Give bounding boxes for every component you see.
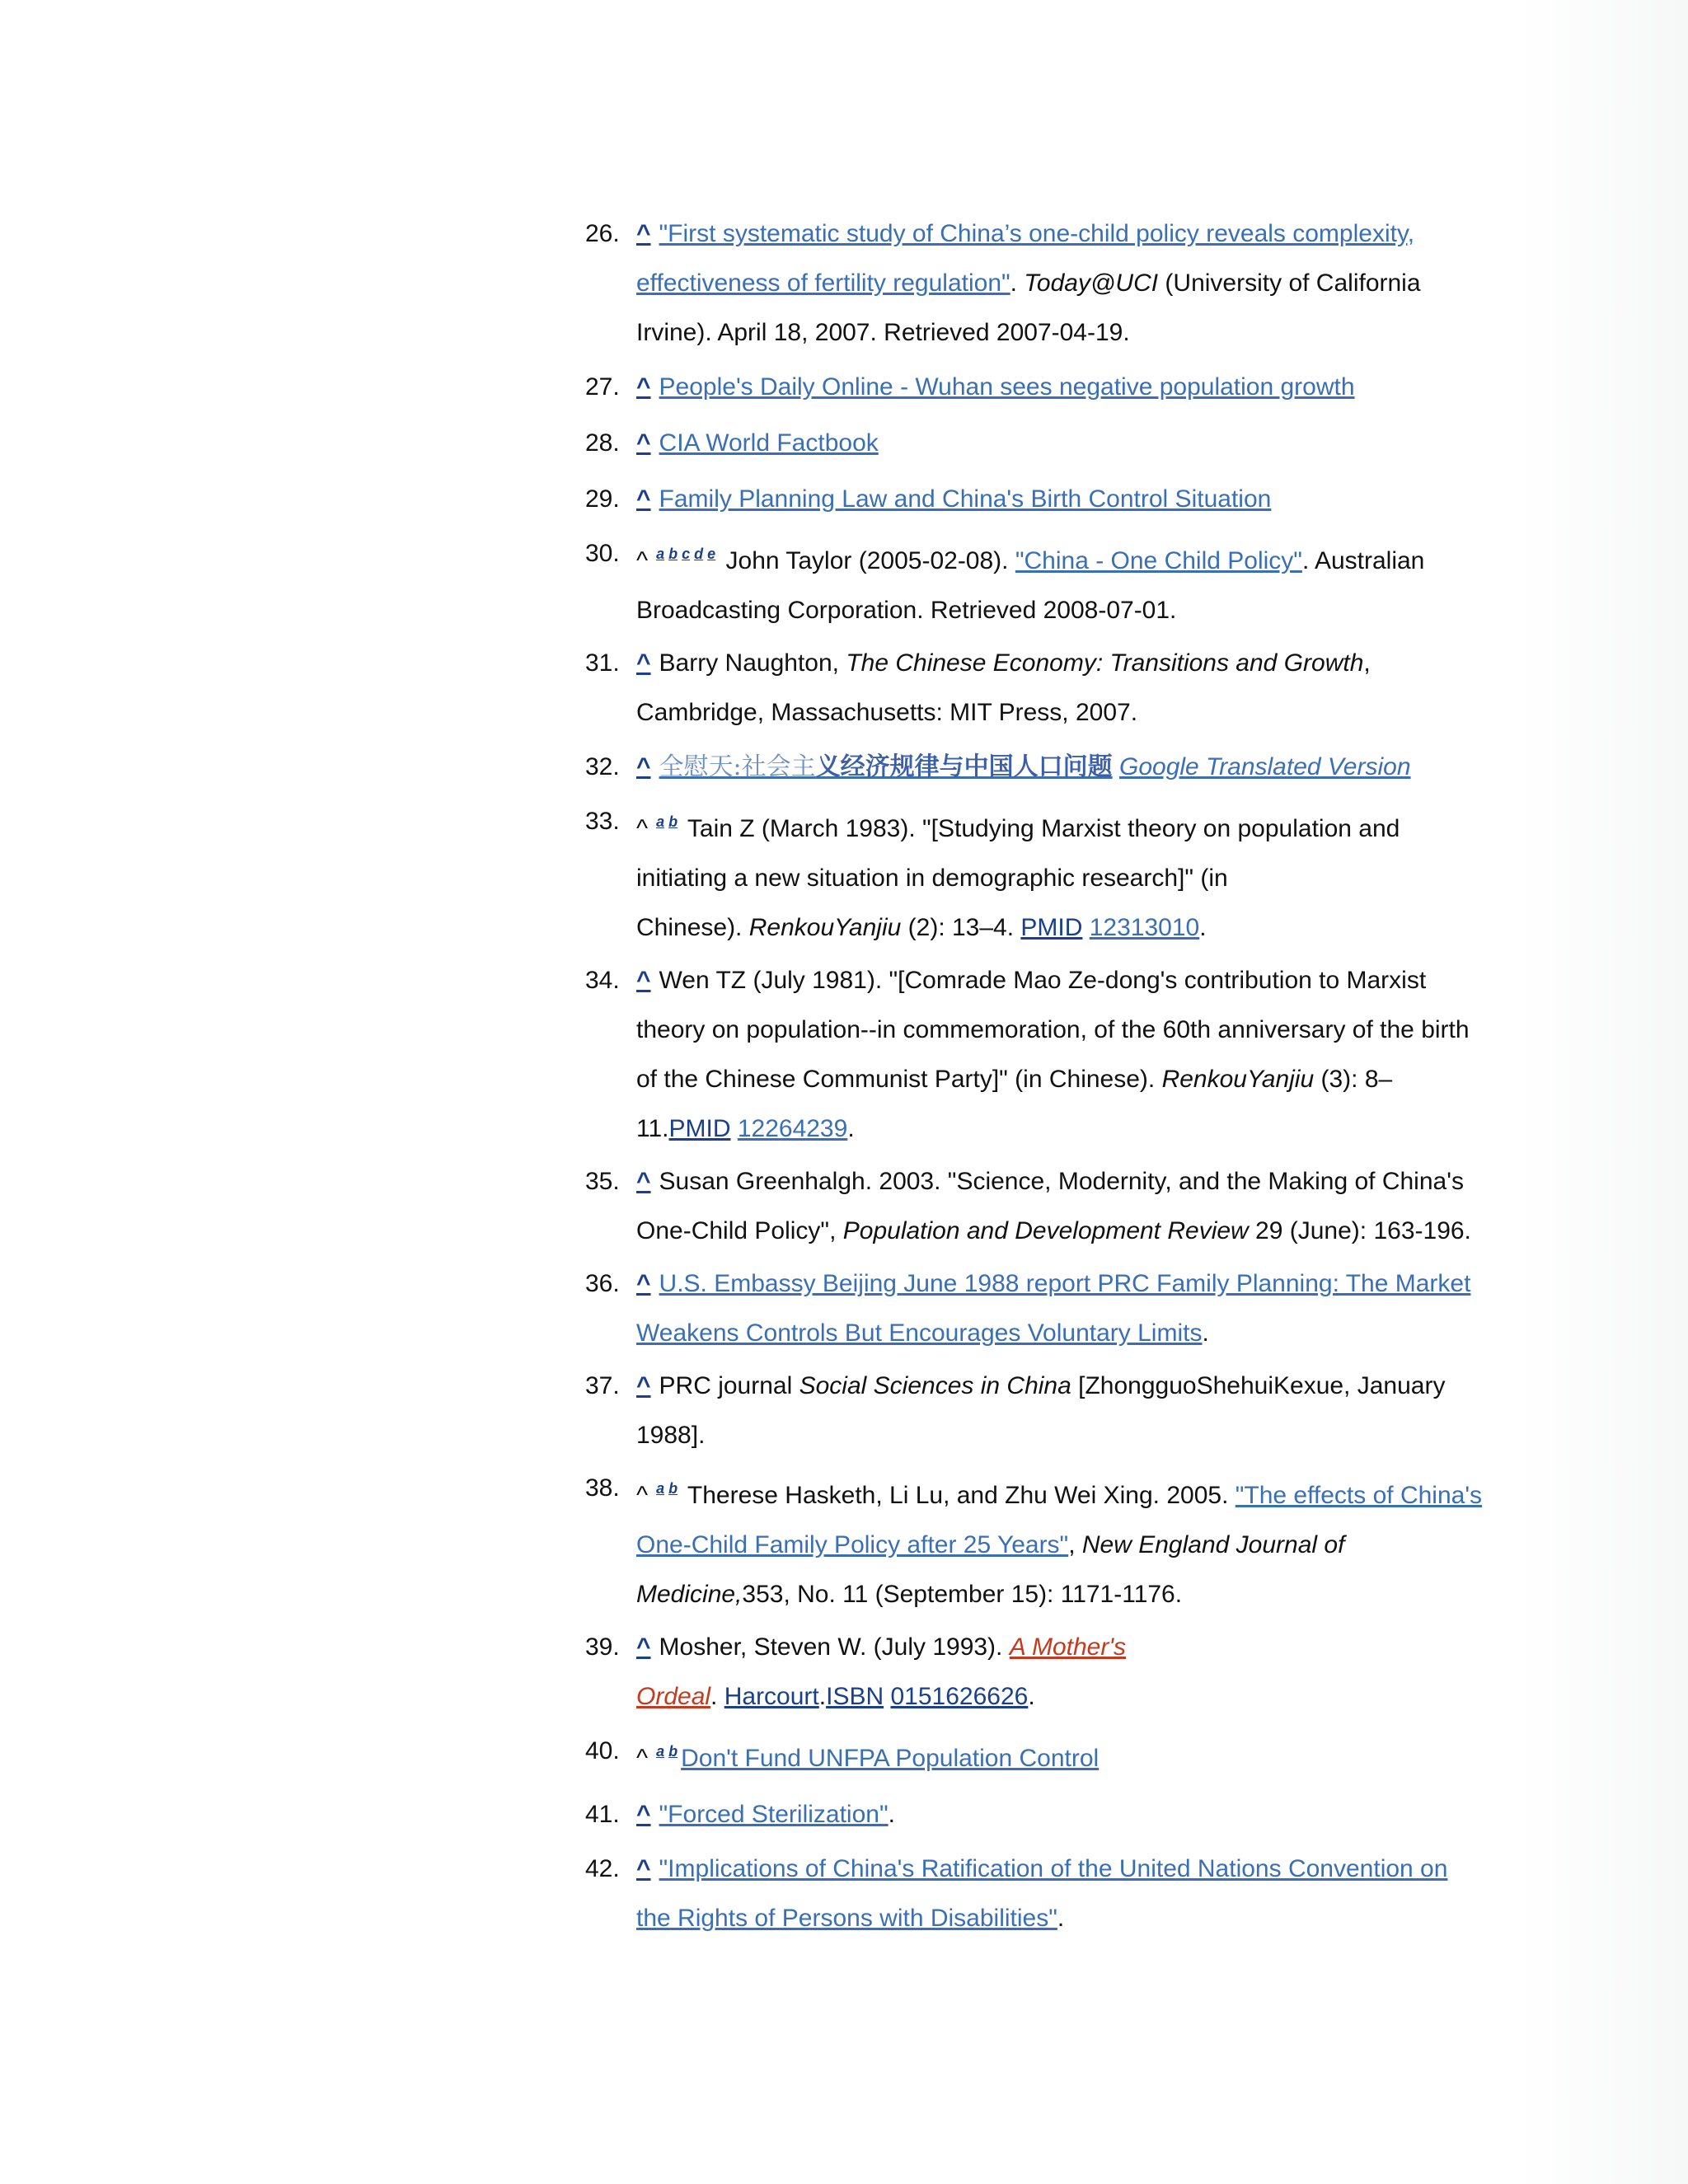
reference-link[interactable]: U.S. Embassy Beijing June 1988 report PRC Family Planning: The Market — [659, 1270, 1471, 1297]
reference-40 — [577, 1725, 1508, 1785]
reference-number: 36. — [585, 1270, 620, 1297]
backlink-caret[interactable]: ^ — [636, 967, 651, 994]
reference-26: 26. ^ "First systematic study of China’s one-child policy reveals complexity, effectiveness of fertility regulation". Today@UCI (University of California Irvine). April 18, 2007. Retrieved 2007-04-19. — [577, 209, 1508, 358]
backlink-letter[interactable]: a — [656, 1743, 665, 1760]
reference-number: 35. — [585, 1168, 620, 1195]
reference-number: 41. — [585, 1801, 620, 1828]
journal-name: RenkouYanjiu — [748, 914, 902, 941]
reference-number: 38. — [585, 1474, 620, 1502]
journal-name: RenkouYanjiu — [1161, 1066, 1315, 1093]
reference-42: 42. ^ "Implications of China's Ratification of the United Nations Convention on the Rights of Persons with Disabilities". — [577, 1844, 1508, 1943]
backlink-caret[interactable]: ^ — [636, 1168, 651, 1195]
reference-link[interactable]: "First systematic study of China’s one-child policy reveals complexity, — [659, 220, 1415, 247]
reference-38: 38. ^ $^{a b}$ Therese Hasketh, Li Lu, and Zhu Wei Xing. 2005. "The effects of China's One-Child Family Policy after 25 Years", New England Journal of Medicine,353, No. 11 (September 15): 1171-1176. — [577, 1464, 1508, 1619]
caret-text: ^ — [636, 547, 649, 574]
pmid-link[interactable]: PMID — [668, 1115, 731, 1142]
backlink-caret[interactable]: ^ — [636, 1855, 651, 1882]
backlink-letter[interactable]: d — [694, 546, 704, 562]
reference-36: 36. ^ U.S. Embassy Beijing June 1988 report PRC Family Planning: The Market Weakens Controls But Encourages Voluntary Limits. — [577, 1259, 1508, 1358]
reference-number: 31. — [585, 649, 620, 677]
google-translated-link[interactable]: Google Translated Version — [1118, 753, 1411, 780]
reference-number: 37. — [585, 1372, 620, 1399]
caret-text: ^ — [636, 1482, 649, 1509]
journal-name: Medicine, — [636, 1581, 743, 1608]
isbn-number-link[interactable]: 0151626626 — [890, 1683, 1029, 1710]
publication-name: Today@UCI — [1024, 269, 1159, 297]
missing-page-link[interactable]: Ordeal — [636, 1683, 711, 1710]
reference-35: 35. ^ Susan Greenhalgh. 2003. "Science, Modernity, and the Making of China's One-Child Policy", Population and Development Review 29 (June): 163-196. — [577, 1157, 1508, 1256]
reference-link[interactable]: People's Daily Online - Wuhan sees negative population growth — [659, 373, 1355, 401]
missing-page-link[interactable]: A Mother's — [1009, 1633, 1127, 1661]
backlink-letter[interactable]: b — [668, 1480, 678, 1497]
backlink-caret[interactable]: ^ — [636, 753, 651, 780]
reference-text: Broadcasting Corporation. Retrieved 2008-07-01. — [636, 597, 1177, 624]
backlink-letter[interactable]: a — [656, 1480, 665, 1497]
reference-number: 29. — [585, 485, 620, 513]
reference-link[interactable]: Weakens Controls But Encourages Voluntary Limits — [636, 1319, 1203, 1347]
reference-text: 1988]. — [636, 1422, 706, 1449]
backlink-caret[interactable]: ^ — [636, 1270, 651, 1297]
journal-name: New England Journal of — [1081, 1531, 1345, 1558]
reference-30: 30. ^ $^{a b c d e}$ John Taylor (2005-02-08). "China - One Child Policy". Australian Broadcasting Corporation. Retrieved 2008-07-01. — [577, 529, 1508, 635]
reference-text: initiating a new situation in demographic research]" (in — [636, 865, 1228, 892]
reference-link[interactable]: the Rights of Persons with Disabilities" — [636, 1905, 1057, 1932]
references-list — [577, 209, 1508, 1947]
backlink-letter[interactable]: b — [668, 1743, 678, 1760]
backlink-caret[interactable]: ^ — [636, 649, 651, 677]
journal-name: Population and Development Review — [842, 1217, 1249, 1244]
reference-31: 31. ^ Barry Naughton, The Chinese Economy: Transitions and Growth, Cambridge, Massachusetts: MIT Press, 2007. — [577, 639, 1508, 738]
reference-link[interactable]: CIA World Factbook — [659, 429, 879, 457]
backlink-letter[interactable]: e — [707, 546, 716, 562]
reference-number: 27. — [585, 373, 620, 401]
backlink-letter[interactable]: b — [668, 546, 678, 562]
backlink-letter[interactable]: b — [668, 813, 678, 830]
book-title: The Chinese Economy: Transitions and Growth — [846, 649, 1364, 677]
backlink-caret[interactable]: ^ — [636, 1372, 651, 1399]
publisher-link[interactable]: Harcourt — [724, 1683, 819, 1710]
reference-number: 39. — [585, 1633, 620, 1661]
reference-number: 33. — [585, 808, 620, 835]
pmid-number-link[interactable]: 12264239 — [737, 1115, 848, 1142]
backlink-letter[interactable]: c — [682, 546, 691, 562]
reference-27 — [577, 361, 1508, 414]
reference-link[interactable]: effectiveness of fertility regulation" — [636, 269, 1010, 297]
caret-text: ^ — [636, 815, 649, 842]
reference-34: 34. ^ Wen TZ (July 1981). "[Comrade Mao Ze-dong's contribution to Marxist theory on population--in commemoration, of the 60th anniversary of the birth of the Chinese Communist Party]" (in Chinese). RenkouYanjiu (3): 8– 11.PMID 12264239. — [577, 956, 1508, 1154]
backlink-letter[interactable]: a — [656, 813, 665, 830]
reference-text: Irvine). April 18, 2007. Retrieved 2007-04-19. — [636, 319, 1130, 346]
reference-link[interactable]: "China - One Child Policy" — [1015, 547, 1302, 574]
reference-28 — [577, 417, 1508, 470]
reference-number: 28. — [585, 429, 620, 457]
reference-number: 26. — [585, 220, 620, 247]
reference-link[interactable]: One-Child Family Policy after 25 Years" — [636, 1531, 1069, 1558]
reference-number: 40. — [585, 1737, 620, 1765]
journal-name: Social Sciences in China — [799, 1372, 1071, 1399]
reference-33: 33. ^ $^{a b}$ Tain Z (March 1983). "[Studying Marxist theory on population and initiating a new situation in demographic research]" (in Chinese). RenkouYanjiu (2): 13–4. PMID 12313010. — [577, 797, 1508, 953]
reference-text: Cambridge, Massachusetts: MIT Press, 2007. — [636, 699, 1138, 726]
backlink-caret[interactable]: ^ — [636, 485, 651, 513]
reference-29 — [577, 473, 1508, 526]
reference-number: 32. — [585, 753, 620, 780]
reference-32 — [577, 741, 1508, 794]
pmid-link[interactable]: PMID — [1020, 914, 1083, 941]
reference-number: 30. — [585, 540, 620, 567]
reference-number: 42. — [585, 1855, 620, 1882]
backlink-caret[interactable]: ^ — [636, 1633, 651, 1661]
reference-link[interactable]: Family Planning Law and China's Birth Control Situation — [659, 485, 1272, 513]
reference-link[interactable]: "Implications of China's Ratification of the United Nations Convention on — [659, 1855, 1448, 1882]
reference-39: 39. ^ Mosher, Steven W. (July 1993). A Mother's Ordeal. Harcourt.ISBN 0151626626. — [577, 1623, 1508, 1722]
backlink-caret[interactable]: ^ — [636, 1801, 651, 1828]
reference-link[interactable]: "Forced Sterilization" — [659, 1801, 889, 1828]
reference-link[interactable]: "The effects of China's — [1235, 1482, 1483, 1509]
reference-37: 37. ^ PRC journal Social Sciences in China [ZhongguoShehuiKexue, January 1988]. — [577, 1361, 1508, 1460]
reference-41: 41. ^ "Forced Sterilization". — [577, 1788, 1508, 1841]
isbn-link[interactable]: ISBN — [826, 1683, 884, 1710]
reference-text: theory on population--in commemoration, of the 60th anniversary of the birth — [636, 1016, 1470, 1043]
backlink-caret[interactable]: ^ — [636, 220, 651, 247]
reference-link[interactable]: Don't Fund UNFPA Population Control — [681, 1745, 1100, 1772]
chinese-title-link[interactable]: 全慰天:社会主义经济规律与中国人口问题 — [659, 752, 1113, 781]
pmid-number-link[interactable]: 12313010 — [1089, 914, 1200, 941]
caret-text: ^ — [636, 1745, 649, 1772]
backlink-letter[interactable]: a — [656, 546, 665, 562]
backlink-caret[interactable]: ^ — [636, 373, 651, 401]
backlink-caret[interactable]: ^ — [636, 429, 651, 457]
reference-number: 34. — [585, 967, 620, 994]
